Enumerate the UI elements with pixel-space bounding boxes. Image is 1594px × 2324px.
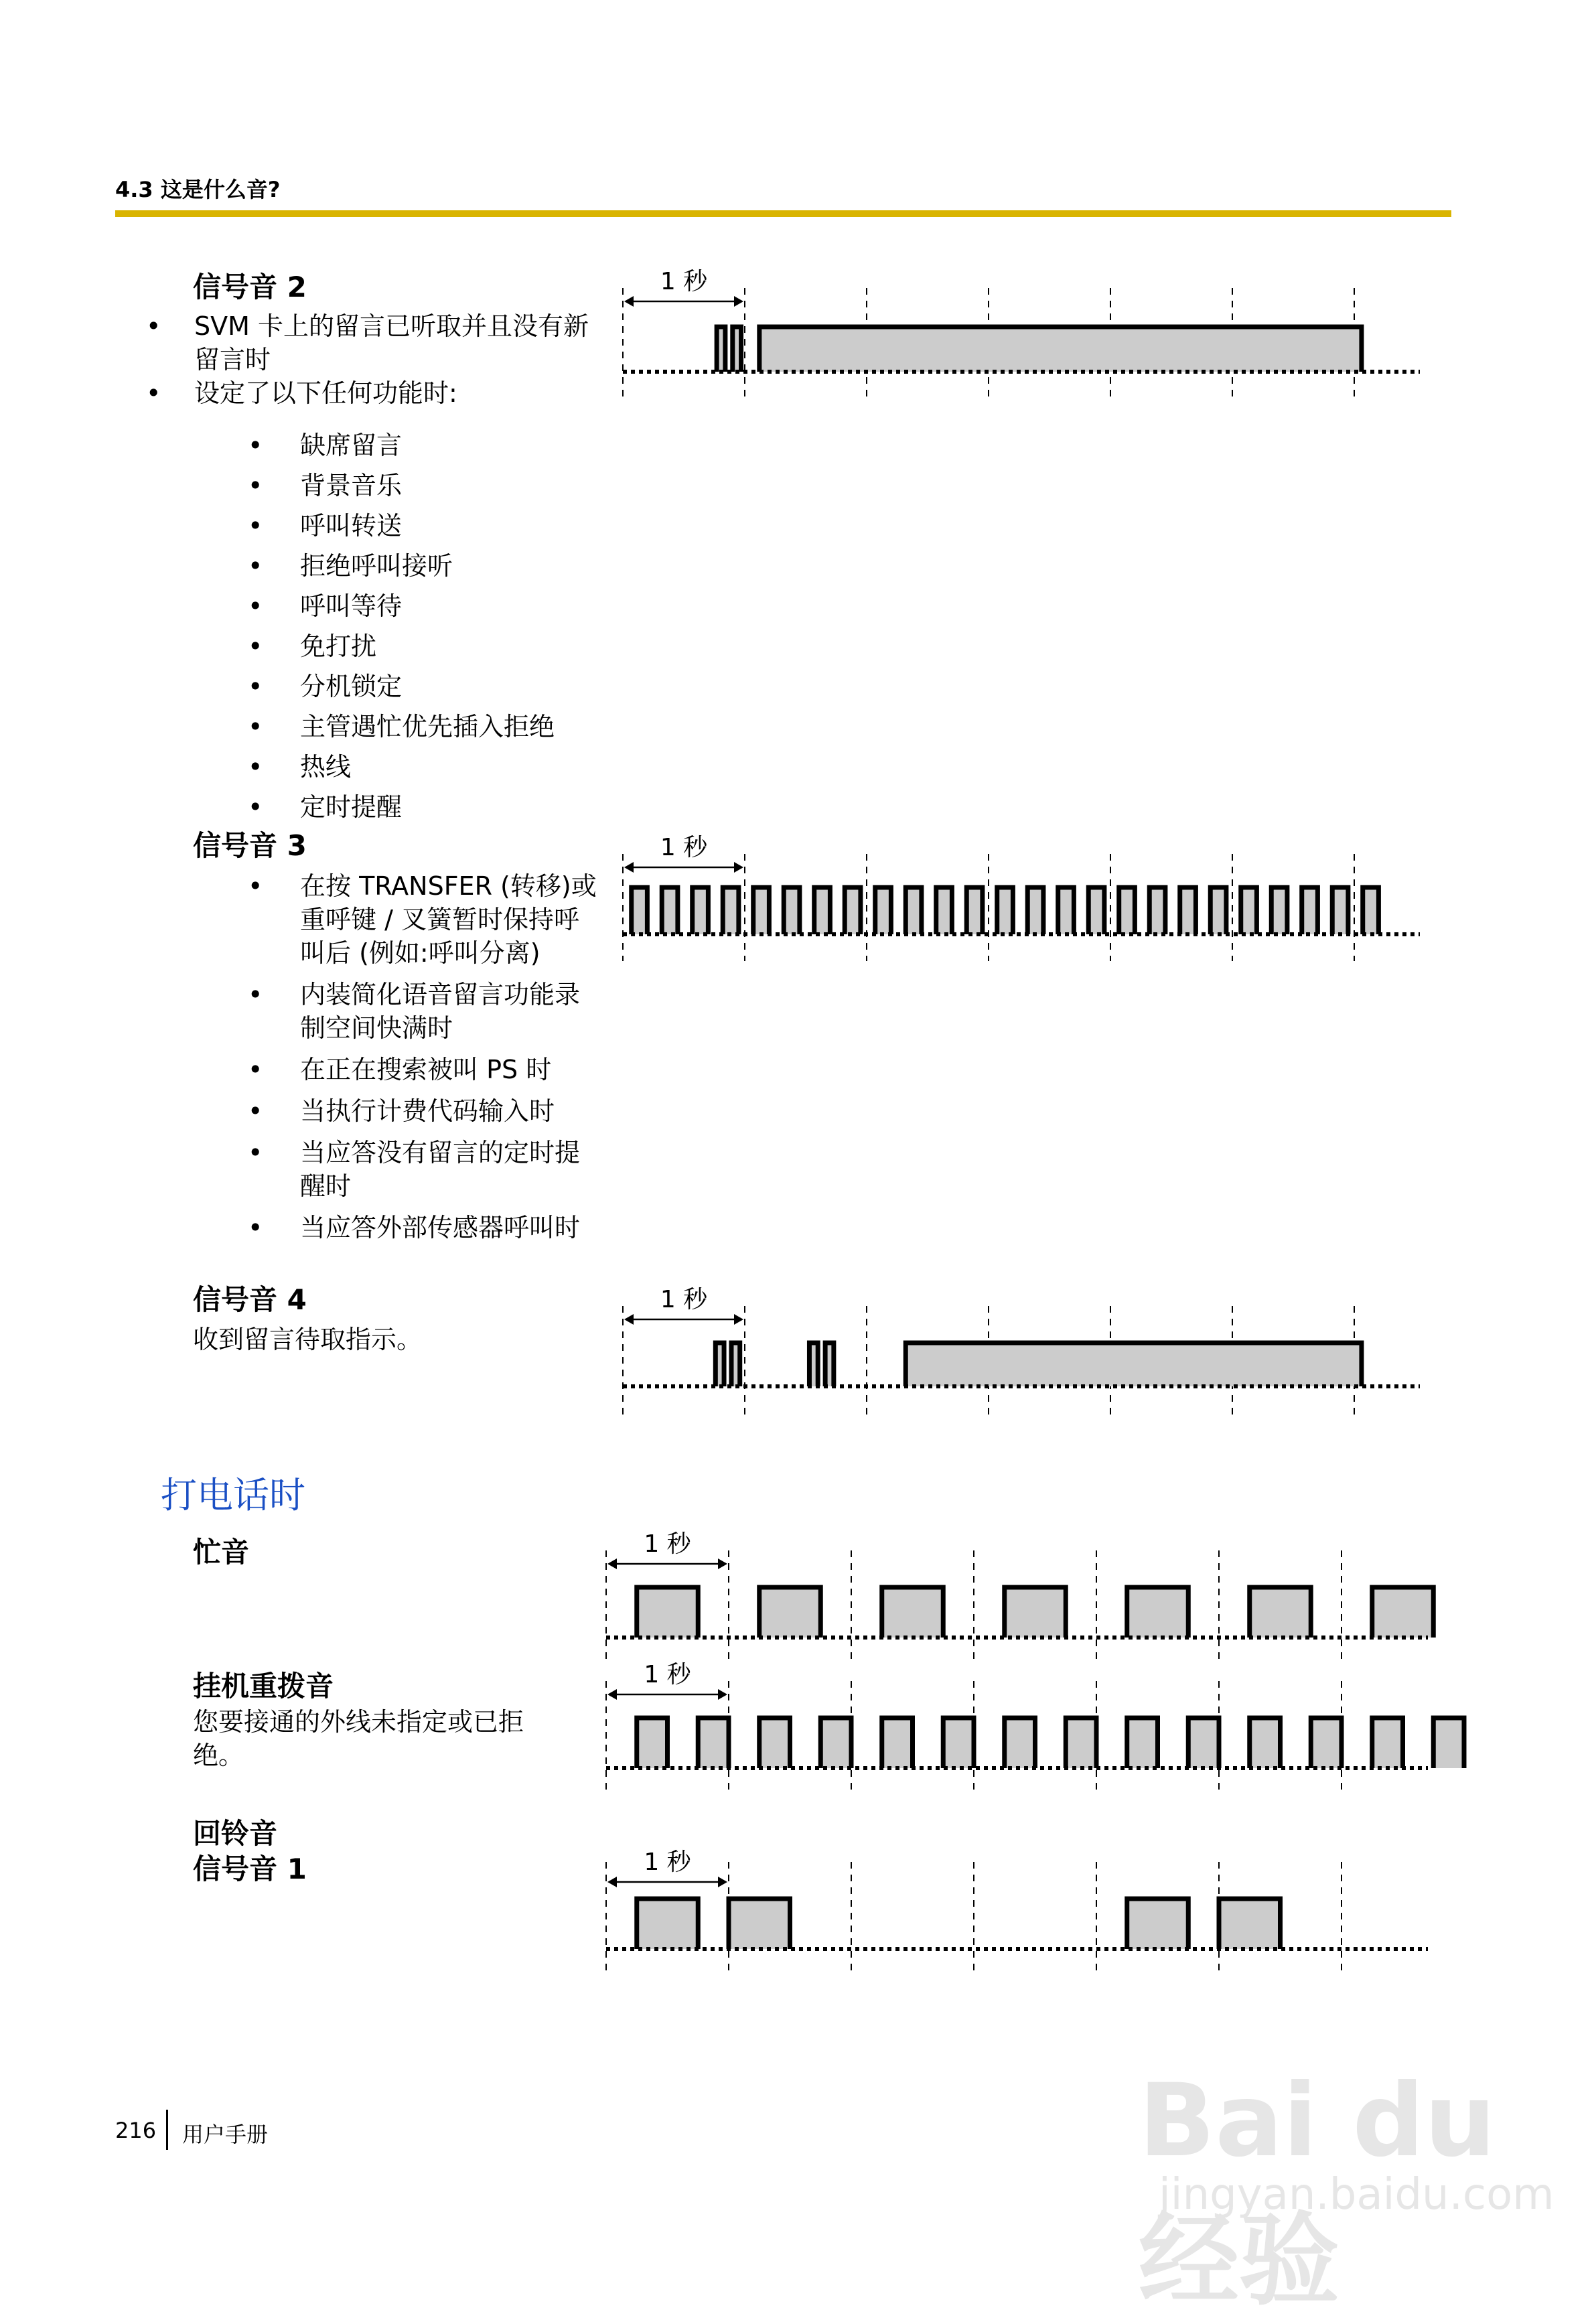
tone-pulse-fill xyxy=(905,1343,1362,1386)
tone-pulse-fill xyxy=(814,887,830,934)
list-item: • 呼叫转送 xyxy=(300,506,601,546)
tone2-title: 信号音 2 xyxy=(193,271,307,303)
tone-pulse-fill xyxy=(1088,887,1104,934)
tone-pulse-fill xyxy=(1149,887,1165,934)
one-second-label: 1 秒 xyxy=(644,1530,691,1558)
tone-pulse-fill xyxy=(966,887,983,934)
tone-pulse-fill xyxy=(1180,887,1196,934)
tone-pulse-fill xyxy=(637,1587,699,1638)
arrow-head-left xyxy=(624,1314,634,1325)
tone-pulse-fill xyxy=(875,887,891,934)
tone-pulse-fill xyxy=(882,1718,913,1768)
list-item: • SVM 卡上的留言已听取并且没有新留言时 xyxy=(194,309,596,376)
tone-pulse-fill xyxy=(693,887,709,934)
tone-pulse-fill xyxy=(943,1718,974,1768)
tone3-sublist xyxy=(300,869,601,1244)
tone-pulse-fill xyxy=(1127,1899,1189,1949)
tone-pulse-fill xyxy=(753,887,770,934)
list-item: • 背景音乐 xyxy=(300,465,601,506)
tone-pulse-fill xyxy=(1250,1718,1281,1768)
arrow-head-right xyxy=(718,1558,727,1569)
one-second-label: 1 秒 xyxy=(660,1286,708,1313)
list-item: • 分机锁定 xyxy=(300,666,601,707)
one-second-label: 1 秒 xyxy=(644,1848,691,1876)
list-item: • 当执行计费代码输入时 xyxy=(300,1094,601,1128)
header-rule xyxy=(115,210,1451,217)
tone-pulse-fill xyxy=(1332,887,1348,934)
tone-pulse-fill xyxy=(1271,887,1287,934)
arrow-head-right xyxy=(718,1689,727,1700)
ringback-subtitle: 信号音 1 xyxy=(193,1853,307,1885)
tone4-desc: 收到留言待取指示。 xyxy=(193,1325,423,1354)
tone-pulse-fill xyxy=(1372,1587,1434,1638)
tone-pulse-fill xyxy=(1119,887,1135,934)
arrow-head-right xyxy=(734,296,743,307)
tone-pulse-fill xyxy=(1005,1587,1066,1638)
tone-pulse-fill xyxy=(820,1718,851,1768)
list-item: • 设定了以下任何功能时: xyxy=(194,376,596,410)
tone-pulse-fill xyxy=(637,1718,668,1768)
list-item: • 在按 TRANSFER (转移)或重呼键 / 叉簧暂时保持呼叫后 (例如:呼叫分离) xyxy=(300,869,601,970)
tone-pulse-fill xyxy=(997,887,1013,934)
reorder-title: 挂机重拨音 xyxy=(193,1670,334,1702)
list-item: • 在正在搜索被叫 PS 时 xyxy=(300,1053,601,1086)
list-item: • 内装简化语音留言功能录制空间快满时 xyxy=(300,978,601,1045)
arrow-head-right xyxy=(718,1877,727,1887)
one-second-label: 1 秒 xyxy=(660,834,708,861)
arrow-head-left xyxy=(624,862,634,873)
tone-pulse-fill xyxy=(1188,1718,1219,1768)
tone-pulse-fill xyxy=(1250,1587,1311,1638)
list-item: • 定时提醒 xyxy=(300,787,601,827)
watermark-logo: Bai du 经验 xyxy=(1139,2063,1496,2319)
tone-pulse-fill xyxy=(1219,1899,1281,1949)
tone-pulse-fill xyxy=(759,1587,821,1638)
tone-pulse-fill xyxy=(1302,887,1318,934)
tone2-list xyxy=(194,309,596,410)
tone4-diagram xyxy=(603,1286,1447,1433)
ringback-diagram xyxy=(589,1848,1447,1982)
tone-pulse-fill xyxy=(1058,887,1074,934)
footer-title: 用户手册 xyxy=(182,2122,269,2147)
tone-pulse-fill xyxy=(784,887,800,934)
tone-pulse-fill xyxy=(1372,1718,1403,1768)
tone-pulse-fill xyxy=(729,1899,790,1949)
tone2-diagram xyxy=(603,261,1447,409)
tone-pulse-fill xyxy=(845,887,861,934)
list-item: • 呼叫等待 xyxy=(300,586,601,626)
arrow-head-left xyxy=(607,1877,617,1887)
tone3-title: 信号音 3 xyxy=(193,829,307,862)
tone-pulse-fill xyxy=(698,1718,729,1768)
tone-pulse-fill xyxy=(759,1718,790,1768)
tone-pulse-fill xyxy=(1005,1718,1035,1768)
tone-pulse-fill xyxy=(905,887,922,934)
tone-pulse-fill xyxy=(662,887,678,934)
tone-pulse-fill xyxy=(637,1899,699,1949)
arrow-head-left xyxy=(607,1558,617,1569)
tone-pulse-fill xyxy=(632,887,648,934)
tone-pulse-fill xyxy=(882,1587,944,1638)
one-second-label: 1 秒 xyxy=(644,1661,691,1688)
list-item: • 免打扰 xyxy=(300,626,601,666)
tone-pulse-fill xyxy=(936,887,952,934)
list-item: • 热线 xyxy=(300,747,601,787)
section-header: 4.3 这是什么音? xyxy=(115,177,281,202)
arrow-head-right xyxy=(734,862,743,873)
page-number: 216 xyxy=(115,2118,157,2143)
list-item: • 主管遇忙优先插入拒绝 xyxy=(300,707,601,747)
tone3-diagram xyxy=(603,834,1447,968)
list-item: • 缺席留言 xyxy=(300,425,601,465)
busy-diagram xyxy=(589,1530,1447,1671)
arrow-head-left xyxy=(624,296,634,307)
tone-pulse-fill xyxy=(1433,1718,1464,1768)
tone-pulse-fill xyxy=(1311,1718,1342,1768)
tone-pulse-fill xyxy=(723,887,739,934)
tone-pulse-fill xyxy=(1027,887,1043,934)
tone4-title: 信号音 4 xyxy=(193,1283,307,1316)
list-item: • 当应答没有留言的定时提醒时 xyxy=(300,1136,601,1203)
list-item: • 拒绝呼叫接听 xyxy=(300,546,601,586)
busy-title: 忙音 xyxy=(193,1536,250,1569)
reorder-diagram xyxy=(589,1661,1447,1802)
tone-pulse-fill xyxy=(1241,887,1257,934)
tone-pulse-fill xyxy=(1363,887,1379,934)
footer-divider xyxy=(166,2110,168,2150)
reorder-desc: 您要接通的外线未指定或已拒绝。 xyxy=(193,1707,524,1770)
tone-pulse-fill xyxy=(1127,1718,1158,1768)
tone-pulse-fill xyxy=(1066,1718,1096,1768)
tone-pulse-fill xyxy=(759,327,1362,372)
tone-pulse-fill xyxy=(1210,887,1226,934)
arrow-head-right xyxy=(734,1314,743,1325)
arrow-head-left xyxy=(607,1689,617,1700)
ringback-title: 回铃音 xyxy=(193,1817,278,1850)
tone2-sublist xyxy=(300,425,601,827)
list-item: • 当应答外部传感器呼叫时 xyxy=(300,1211,601,1244)
tone-pulse-fill xyxy=(1127,1587,1189,1638)
one-second-label: 1 秒 xyxy=(660,268,708,295)
watermark-url: jingyan.baidu.com xyxy=(1159,2170,1554,2220)
calling-heading: 打电话时 xyxy=(161,1474,305,1516)
